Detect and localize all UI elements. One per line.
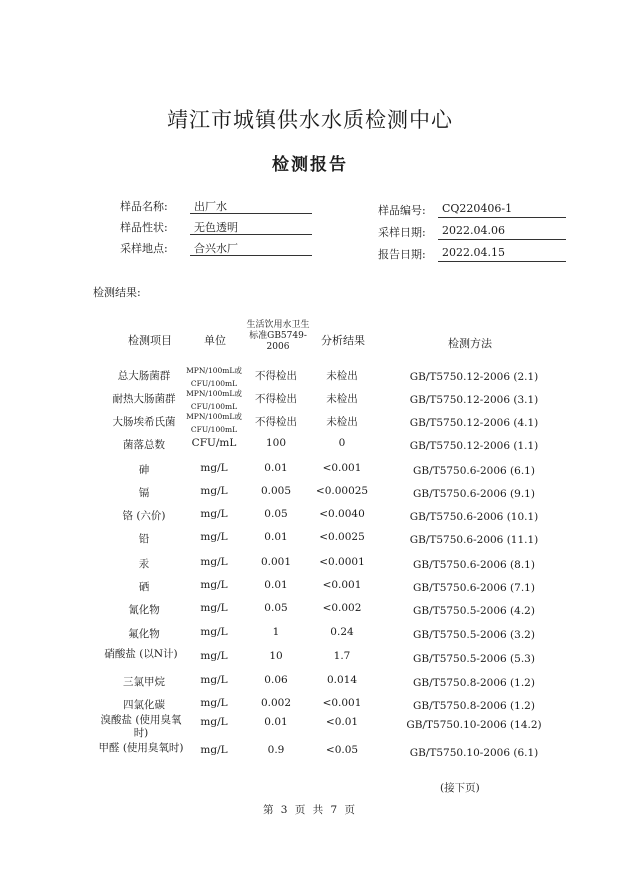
sample-id-row	[378, 202, 578, 220]
cell-standard: 0.01	[264, 531, 288, 543]
column-header-result: 分析结果	[321, 334, 365, 347]
cell-unit: MPN/100mL或CFU/100mL	[186, 389, 242, 411]
cell-item: 硒	[138, 581, 150, 593]
cell-item: 氟化物	[128, 628, 160, 640]
cell-method: GB/T5750.6-2006 (8.1)	[413, 559, 535, 571]
cell-unit: mg/L	[200, 579, 228, 591]
cell-standard: 0.001	[260, 556, 292, 568]
sample-location-value: 合兴水厂	[190, 240, 312, 256]
cell-item: 氰化物	[128, 604, 160, 616]
cell-result: 1.7	[333, 650, 351, 662]
cell-method: GB/T5750.6-2006 (11.1)	[409, 534, 539, 546]
cell-standard: 不得检出	[255, 370, 297, 382]
cell-unit: CFU/mL	[191, 437, 237, 449]
cell-unit: mg/L	[200, 674, 228, 686]
cell-item: 镉	[138, 487, 150, 499]
cell-standard: 0.05	[264, 602, 288, 614]
cell-result: <0.002	[322, 602, 362, 614]
cell-item: 铅	[138, 533, 150, 545]
cell-unit: mg/L	[200, 626, 228, 638]
cell-result: <0.0001	[319, 556, 365, 568]
cell-method: GB/T5750.8-2006 (1.2)	[413, 677, 535, 689]
report-date-row	[378, 246, 578, 264]
cell-standard: 0.01	[264, 462, 288, 474]
cell-standard: 1	[272, 626, 280, 638]
cell-standard: 0.01	[264, 579, 288, 591]
cell-result: 0	[338, 437, 346, 449]
cell-result: 0.24	[330, 626, 354, 638]
sample-id-label: 样品编号:	[378, 204, 426, 217]
cell-method: GB/T5750.10-2006 (6.1)	[409, 747, 539, 759]
cell-result: 未检出	[326, 416, 358, 428]
cell-method: GB/T5750.6-2006 (10.1)	[409, 511, 539, 523]
cell-standard: 0.9	[267, 744, 285, 756]
cell-unit: mg/L	[200, 716, 228, 728]
cell-item: 菌落总数	[123, 439, 165, 451]
cell-method: GB/T5750.6-2006 (9.1)	[413, 488, 535, 500]
continued-note: (接下页)	[440, 782, 480, 794]
cell-result: <0.001	[322, 579, 362, 591]
sample-date-value: 2022.04.06	[438, 224, 566, 240]
cell-method: GB/T5750.12-2006 (1.1)	[409, 440, 539, 452]
sample-name-row	[120, 198, 320, 216]
cell-unit: mg/L	[200, 556, 228, 568]
report-date-value: 2022.04.15	[438, 246, 566, 262]
cell-item: 汞	[138, 558, 150, 570]
organization-title: 靖江市城镇供水水质检测中心	[167, 108, 453, 132]
cell-item: 溴酸盐 (使用臭氧时)	[100, 714, 182, 739]
cell-item: 硝酸盐 (以N计)	[104, 648, 178, 660]
sample-name-value: 出厂水	[190, 198, 312, 214]
cell-method: GB/T5750.8-2006 (1.2)	[413, 700, 535, 712]
sample-nature-label: 样品性状:	[120, 221, 168, 234]
report-title: 检测报告	[272, 155, 348, 175]
column-header-method: 检测方法	[448, 337, 492, 350]
sample-location-row	[120, 240, 320, 258]
cell-result: <0.001	[322, 697, 362, 709]
cell-method: GB/T5750.12-2006 (2.1)	[409, 371, 539, 383]
cell-method: GB/T5750.5-2006 (3.2)	[413, 629, 535, 641]
sample-id-value: CQ220406-1	[438, 202, 566, 218]
page-number: 第 3 页 共 7 页	[262, 804, 358, 816]
results-section-label: 检测结果:	[93, 286, 141, 299]
cell-result: <0.00025	[315, 485, 369, 497]
cell-unit: mg/L	[200, 485, 228, 497]
cell-result: <0.05	[325, 744, 359, 756]
cell-result: <0.001	[322, 462, 362, 474]
sample-name-label: 样品名称:	[120, 200, 168, 213]
cell-standard: 0.05	[264, 508, 288, 520]
sample-date-row	[378, 224, 578, 242]
report-date-label: 报告日期:	[378, 248, 426, 261]
cell-method: GB/T5750.6-2006 (6.1)	[413, 465, 535, 477]
cell-standard: 不得检出	[255, 393, 297, 405]
cell-item: 四氯化碳	[123, 699, 165, 711]
cell-result: <0.01	[325, 716, 359, 728]
cell-standard: 0.005	[260, 485, 292, 497]
cell-method: GB/T5750.10-2006 (14.2)	[406, 719, 542, 731]
cell-item: 三氯甲烷	[123, 676, 165, 688]
column-header-standard: 生活饮用水卫生标准GB5749-2006	[246, 320, 310, 352]
cell-item: 砷	[138, 464, 150, 476]
cell-item: 甲醛 (使用臭氧时)	[98, 742, 184, 754]
cell-unit: MPN/100mL或CFU/100mL	[186, 412, 242, 434]
cell-standard: 100	[265, 437, 287, 449]
cell-unit: mg/L	[200, 744, 228, 756]
sample-date-label: 采样日期:	[378, 226, 426, 239]
sample-nature-value: 无色透明	[190, 219, 312, 235]
cell-standard: 不得检出	[255, 416, 297, 428]
cell-method: GB/T5750.12-2006 (4.1)	[409, 417, 539, 429]
cell-unit: mg/L	[200, 697, 228, 709]
cell-method: GB/T5750.5-2006 (4.2)	[413, 605, 535, 617]
cell-result: 0.014	[326, 674, 358, 686]
cell-standard: 10	[269, 650, 283, 662]
sample-location-label: 采样地点:	[120, 242, 168, 255]
sample-nature-row	[120, 219, 320, 237]
cell-result: <0.0025	[319, 531, 365, 543]
cell-standard: 0.01	[264, 716, 288, 728]
cell-item: 铬 (六价)	[122, 510, 166, 522]
cell-unit: MPN/100mL或CFU/100mL	[186, 366, 242, 388]
cell-item: 大肠埃希氏菌	[112, 416, 176, 428]
cell-unit: mg/L	[200, 531, 228, 543]
cell-result: 未检出	[326, 393, 358, 405]
cell-unit: mg/L	[200, 508, 228, 520]
cell-unit: mg/L	[200, 650, 228, 662]
column-header-item: 检测项目	[128, 334, 172, 347]
cell-item: 总大肠菌群	[117, 370, 171, 382]
cell-result: <0.0040	[319, 508, 365, 520]
cell-standard: 0.06	[264, 674, 288, 686]
column-header-unit: 单位	[204, 334, 226, 347]
cell-result: 未检出	[326, 370, 358, 382]
cell-method: GB/T5750.12-2006 (3.1)	[409, 394, 539, 406]
cell-item: 耐热大肠菌群	[112, 393, 176, 405]
cell-unit: mg/L	[200, 462, 228, 474]
cell-method: GB/T5750.6-2006 (7.1)	[413, 582, 535, 594]
cell-method: GB/T5750.5-2006 (5.3)	[413, 653, 535, 665]
cell-unit: mg/L	[200, 602, 228, 614]
cell-standard: 0.002	[260, 697, 292, 709]
